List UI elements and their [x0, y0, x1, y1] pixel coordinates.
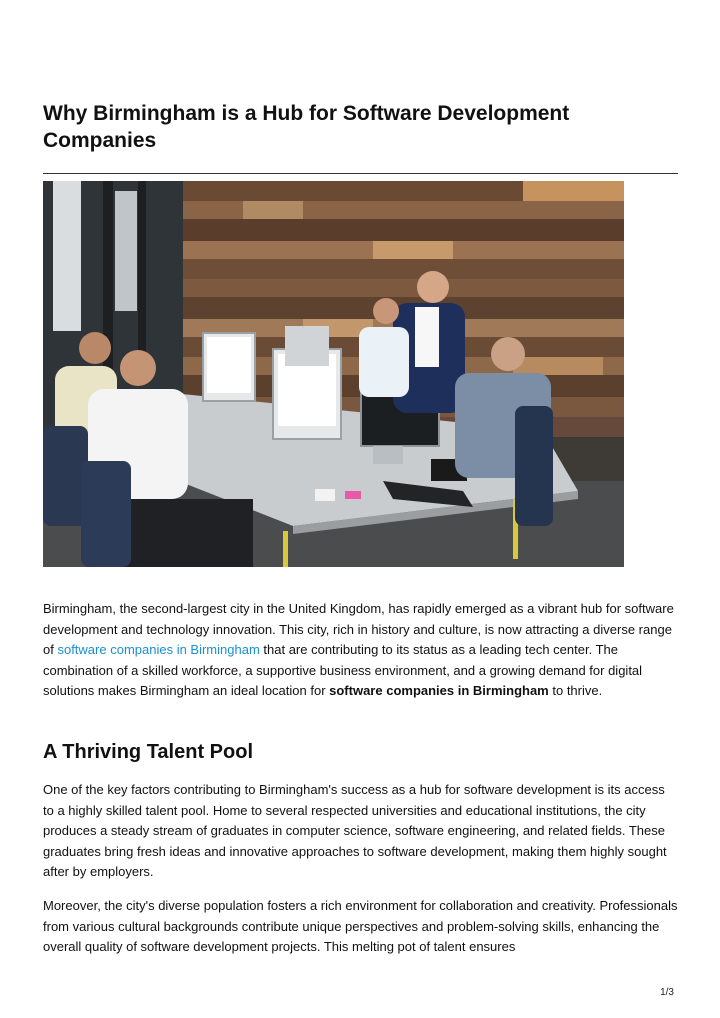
intro-text-1: Birmingham, the second-largest city in the United Kingdom, has rapidly emerged as a vibrant hub for software development and technology innovation. This city, rich in history and culture, is now attracting a diverse range of: [43, 601, 674, 658]
page-title: Why Birmingham is a Hub for Software Development Companies: [43, 102, 570, 152]
software-companies-link[interactable]: software companies in Birmingham: [57, 642, 260, 658]
intro-text-2: that are contributing to its status as a leading tech center. The combination of a skilled workforce, a supportive business environment, and a growing demand for digital solutions makes Birmingham an ideal location for: [43, 642, 643, 699]
section-heading: A Thriving Talent Pool: [43, 741, 253, 763]
talent-paragraph: One of the key factors contributing to Birmingham's success as a hub for software development is its access to a highly skilled talent pool. Home to several respected universities and educational institutions, the city produces a steady stream of graduates in computer science, software engineering, and related fields. These graduates bring fresh ideas and innovative approaches to software development, making them highly sought after by employers.: [43, 782, 667, 880]
page-indicator: 1/3: [660, 987, 674, 998]
intro-bold-text: software companies in Birmingham: [329, 683, 549, 699]
intro-paragraph: [43, 599, 679, 702]
office-photo: [43, 181, 624, 567]
title-divider: [43, 173, 678, 174]
diversity-paragraph: Moreover, the city's diverse population fosters a rich environment for collaboration and creativity. Professionals from various cultural backgrounds contribute unique perspectives and problem-solving skills, enhancing the overall quality of software development projects. This melting pot of talent ensures: [43, 898, 678, 955]
intro-text-3: to thrive.: [548, 683, 603, 699]
